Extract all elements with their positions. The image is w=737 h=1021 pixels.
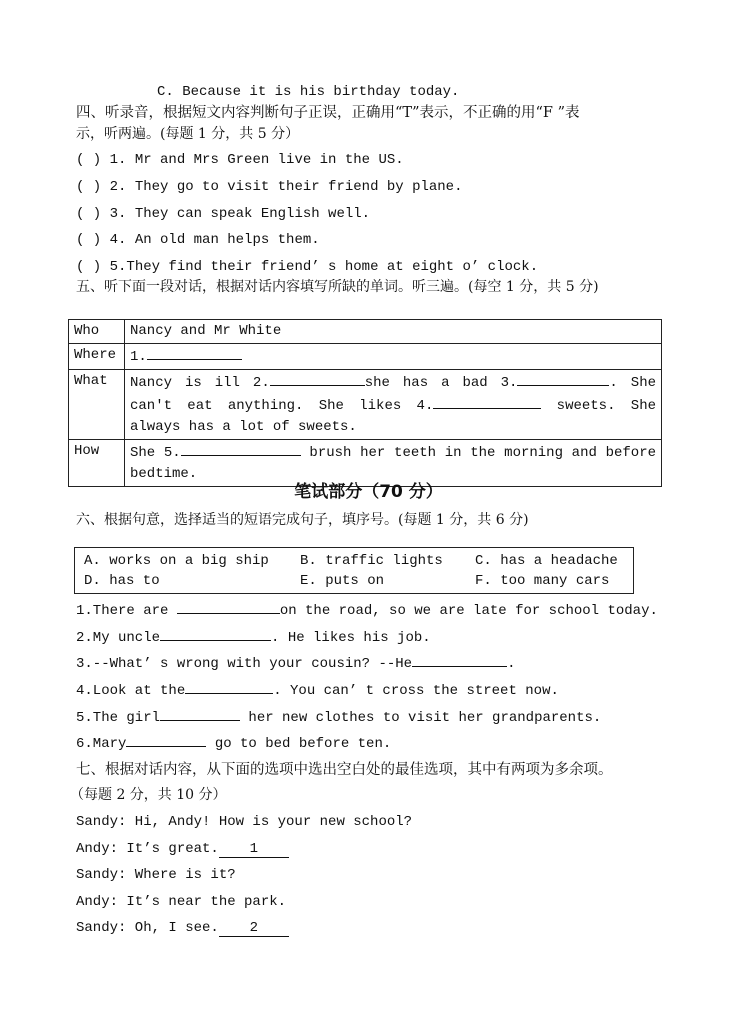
what-text-a: Nancy is ill 2. (130, 375, 270, 391)
sentence-text: 5.The girl (76, 710, 161, 726)
answer-paren[interactable]: ( ) (76, 259, 102, 275)
table-row (69, 344, 662, 370)
option-d: D. has to (84, 573, 160, 589)
answer-paren[interactable]: ( ) (76, 232, 102, 248)
dialog-text: Andy: It’s great. (76, 841, 219, 857)
part6-title: 六、根据句意，选择适当的短语完成句子，填序号。(每题 1 分，共 6 分) (76, 512, 529, 528)
answer-blank[interactable] (160, 706, 240, 721)
table-row (69, 370, 662, 440)
blank-3[interactable] (517, 371, 609, 386)
written-section-heading: 笔试部分（70 分） (294, 482, 443, 502)
answer-blank[interactable] (412, 652, 507, 667)
dialog-line-3: Sandy: Where is it? (76, 867, 236, 883)
sentence-text: 4.Look at the (76, 683, 186, 699)
part5-title: 五、听下面一段对话，根据对话内容填写所缺的单词。听三遍。(每空 1 分，共 5 分) (76, 279, 599, 295)
answer-blank[interactable] (177, 599, 280, 614)
dialog-info-table (68, 319, 662, 487)
answer-blank[interactable] (185, 679, 273, 694)
row-label-where: Where (69, 344, 125, 370)
tf-item-text: 5.They find their friend’ s home at eight o’ clock. (109, 259, 539, 275)
tf-item-text: 1. Mr and Mrs Green live in the US. (109, 152, 404, 168)
sentence-text: go to bed before ten. (206, 736, 392, 752)
sentence-text: 2.My uncle (76, 630, 161, 646)
sentence-text: her new clothes to visit her grandparents. (240, 710, 602, 726)
options-box (74, 547, 634, 594)
dialog-line-1: Sandy: Hi, Andy! How is your new school? (76, 814, 413, 830)
answer-blank-1[interactable]: 1 (219, 841, 289, 858)
blank-5[interactable] (181, 441, 301, 456)
what-text-b: she has a bad 3. (364, 375, 518, 391)
sentence-text: on the road, so we are late for school today. (279, 603, 658, 619)
dialog-line-2 (76, 839, 289, 859)
row-label-how: How (69, 440, 125, 487)
sentence-text: . He likes his job. (271, 630, 431, 646)
fill-sentence-3 (76, 652, 515, 674)
option-a: A. works on a big ship (84, 553, 269, 569)
blank-2[interactable] (270, 371, 365, 386)
tf-item-2 (76, 177, 462, 197)
option-e: E. puts on (300, 573, 385, 589)
part4-title-line1: 四、听录音，根据短文内容判断句子正误，正确用“T”表示，不正确的用“F ”表 (76, 105, 580, 121)
sentence-text: . You can’ t cross the street now. (273, 683, 559, 699)
sentence-text: . (507, 656, 516, 672)
tf-item-text: 2. They go to visit their friend by plane. (109, 179, 463, 195)
part4-title-line2: 示，听两遍。(每题 1 分，共 5 分） (76, 126, 300, 142)
sentence-text: 1.There are (76, 603, 177, 619)
fill-sentence-6 (76, 732, 391, 754)
row-label-what: What (69, 370, 125, 440)
tf-item-4 (76, 230, 320, 250)
table-row (69, 320, 662, 344)
answer-blank[interactable] (126, 732, 206, 747)
how-text-a: She 5. (130, 445, 181, 461)
option-c: C. has a headache (475, 553, 618, 569)
dialog-line-4: Andy: It’s near the park. (76, 894, 287, 910)
what-text-d: sweets. She always has a lot of sweets. (130, 398, 656, 435)
fill-sentence-1 (76, 599, 658, 621)
fill-sentence-5 (76, 706, 601, 728)
answer-paren[interactable]: ( ) (76, 206, 102, 222)
option-f: F. too many cars (475, 573, 610, 589)
blank-number: 1. (130, 349, 147, 365)
row-value-who: Nancy and Mr White (125, 320, 662, 344)
sentence-text: 6.Mary (76, 736, 127, 752)
dialog-text: Sandy: Oh, I see. (76, 920, 219, 936)
dialog-line-5 (76, 918, 289, 938)
tf-item-text: 3. They can speak English well. (109, 206, 371, 222)
blank-1[interactable] (147, 345, 242, 360)
what-text-c: . She can't eat anything. She likes 4. (130, 375, 656, 414)
row-value-what (125, 370, 662, 440)
tf-item-5 (76, 257, 538, 277)
tf-item-1 (76, 150, 404, 170)
answer-blank[interactable] (160, 626, 271, 641)
row-label-who: Who (69, 320, 125, 344)
fill-sentence-4 (76, 679, 559, 701)
answer-paren[interactable]: ( ) (76, 152, 102, 168)
answer-paren[interactable]: ( ) (76, 179, 102, 195)
tf-item-text: 4. An old man helps them. (109, 232, 320, 248)
part7-title-line1: 七、根据对话内容，从下面的选项中选出空白处的最佳选项，其中有两项为多余项。 (76, 762, 613, 778)
part7-title-line2: （每题 2 分，共 10 分） (70, 787, 227, 803)
how-text-b: brush her teeth in the morning and before bedtime. (130, 445, 656, 482)
row-value-where (125, 344, 662, 370)
fill-sentence-2 (76, 626, 431, 648)
answer-blank-2[interactable]: 2 (219, 920, 289, 937)
option-b: B. traffic lights (300, 553, 443, 569)
blank-4[interactable] (433, 394, 541, 409)
tf-item-3 (76, 204, 370, 224)
previous-option-c: C. Because it is his birthday today. (157, 84, 460, 100)
sentence-text: 3.--What’ s wrong with your cousin? --He (76, 656, 413, 672)
